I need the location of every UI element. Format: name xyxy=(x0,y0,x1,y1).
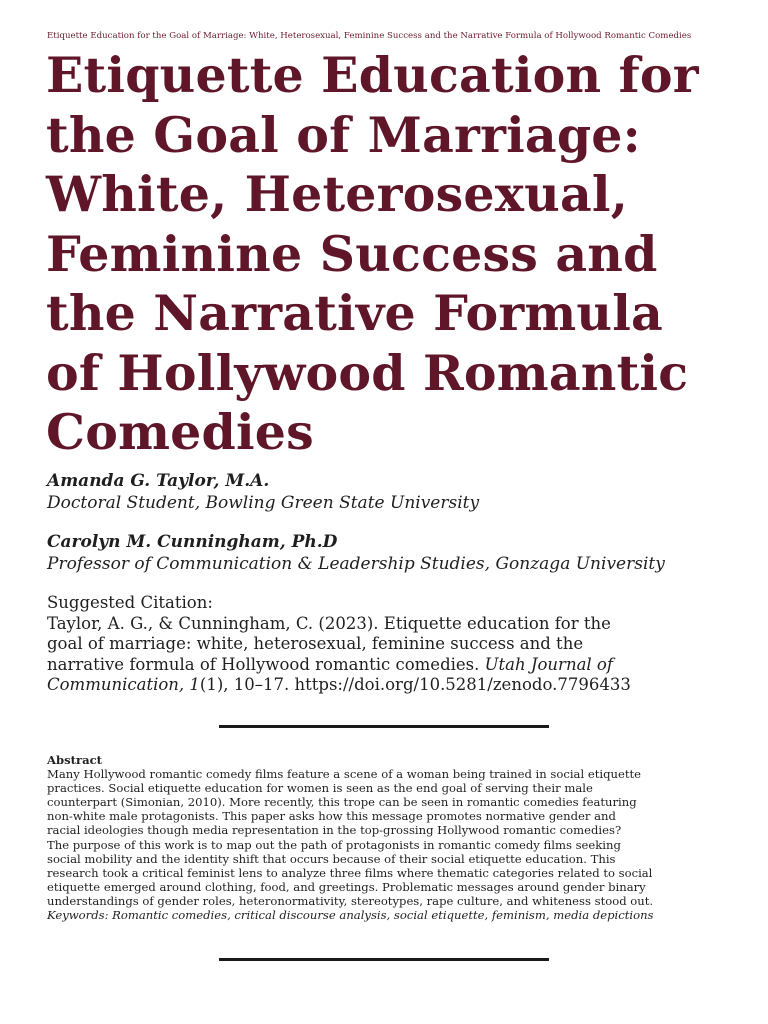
suggested-citation xyxy=(47,593,707,696)
divider-rule xyxy=(219,725,549,728)
abstract-line: Many Hollywood romantic comedy films feature a scene of a woman being trained in social etiquette xyxy=(47,767,642,782)
article-title xyxy=(46,46,746,463)
citation-label: Suggested Citation: xyxy=(47,593,213,612)
citation-line: goal of marriage: white, heterosexual, feminine success and the xyxy=(47,634,584,653)
author-name: Amanda G. Taylor, M.A. xyxy=(47,471,270,491)
abstract-line: counterpart (Simonian, 2010). More recently, this trope can be seen in romantic comedies featuring xyxy=(47,795,637,810)
title-line: White, Heterosexual, xyxy=(46,165,628,223)
title-line: of Hollywood Romantic xyxy=(46,343,689,402)
author-2 xyxy=(47,531,747,575)
journal-volume: Communication, 1 xyxy=(47,675,200,694)
citation-line: Taylor, A. G., & Cunningham, C. (2023). Etiquette education for the xyxy=(47,613,611,633)
abstract-heading: Abstract xyxy=(47,753,103,767)
abstract-line: research took a critical feminist lens to analyze three films where thematic categories related to social xyxy=(47,865,653,880)
author-affiliation: Doctoral Student, Bowling Green State University xyxy=(47,493,480,513)
journal-name: Utah Journal of xyxy=(484,654,613,674)
abstract-line: understandings of gender roles, heteronormativity, stereotypes, rape culture, and whiteness stood out. xyxy=(47,893,654,908)
title-line: the Goal of Marriage: xyxy=(46,105,641,164)
divider-rule xyxy=(219,958,549,961)
keywords: Keywords: Romantic comedies, critical discourse analysis, social etiquette, feminism, media depictions xyxy=(47,908,654,923)
title-line: Comedies xyxy=(46,403,314,461)
abstract-line: etiquette emerged around clothing, food, and greetings. Problematic messages around gender binary xyxy=(47,879,646,894)
citation-doi[interactable]: (1), 10–17. https://doi.org/10.5281/zenodo.7796433 xyxy=(199,675,631,694)
abstract-line: practices. Social etiquette education for women is seen as the end goal of serving their male xyxy=(47,781,593,796)
citation-line xyxy=(47,675,707,696)
abstract-line: social mobility and the identity shift that occurs because of their social etiquette education. This xyxy=(47,851,616,866)
abstract-line: racial ideologies though media representation in the top-grossing Hollywood romantic comedies? xyxy=(47,823,622,838)
title-line: Etiquette Education for xyxy=(46,46,699,104)
title-line: the Narrative Formula xyxy=(46,284,664,342)
title-line: Feminine Success and xyxy=(46,224,658,283)
author-affiliation: Professor of Communication & Leadership Studies, Gonzaga University xyxy=(47,554,665,574)
running-head: Etiquette Education for the Goal of Marriage: White, Heterosexual, Feminine Success and the Narrative Formula of Hollywood Romantic Comedies xyxy=(47,31,692,41)
citation-text: narrative formula of Hollywood romantic comedies. xyxy=(47,654,485,674)
citation-line xyxy=(47,655,707,676)
author-1 xyxy=(47,470,747,514)
author-name: Carolyn M. Cunningham, Ph.D xyxy=(47,532,338,552)
abstract xyxy=(47,753,737,922)
abstract-line: The purpose of this work is to map out the path of protagonists in romantic comedy films seeking xyxy=(47,837,621,852)
abstract-line: non-white male protagonists. This paper asks how this message promotes normative gender and xyxy=(47,809,616,824)
